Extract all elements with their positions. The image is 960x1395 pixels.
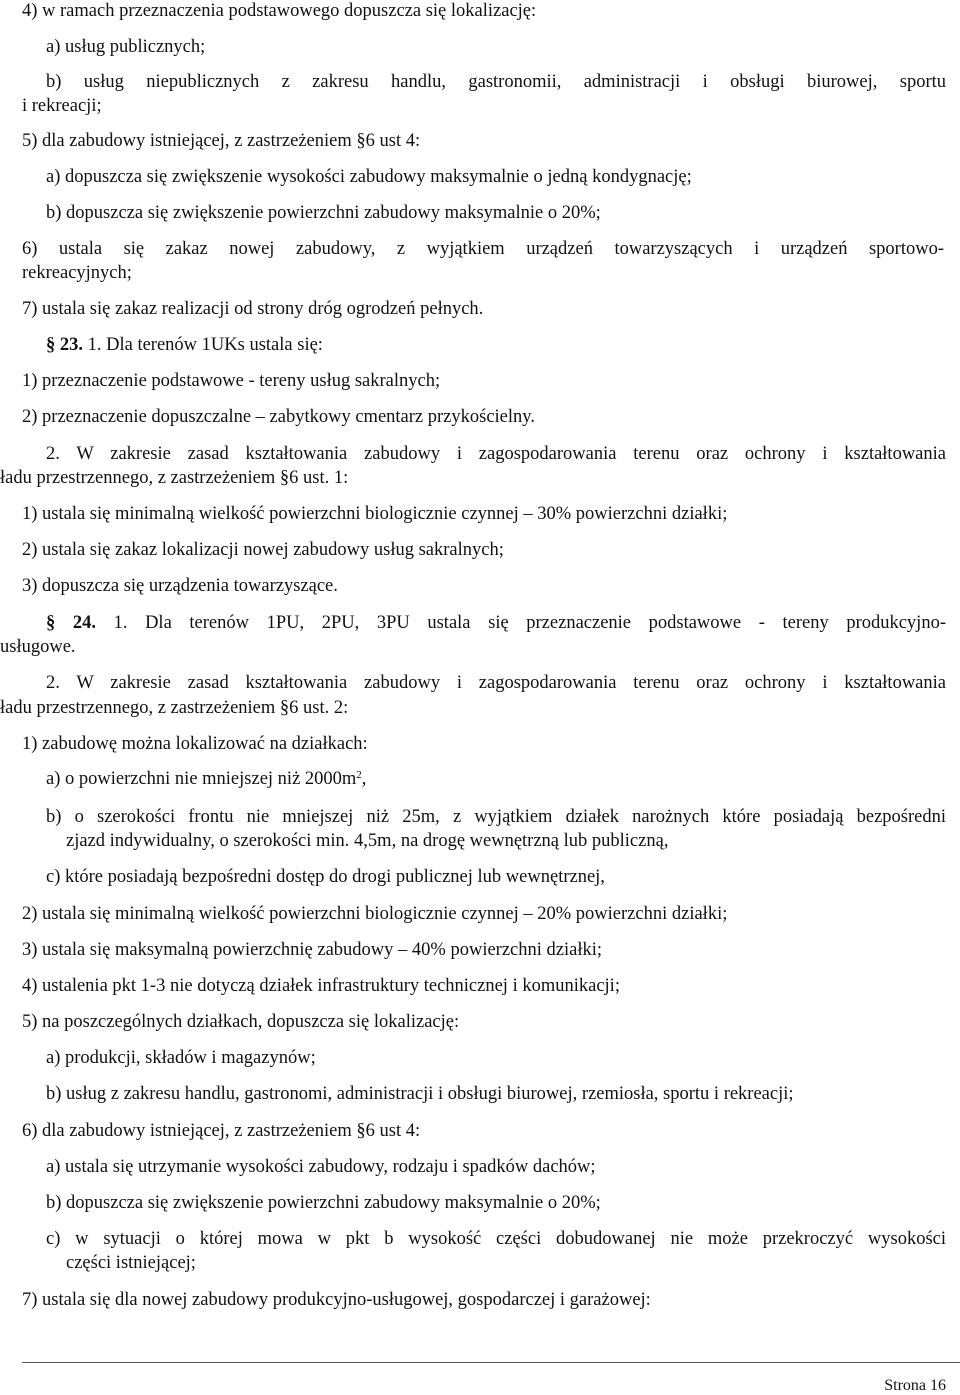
line-text: b) o szerokości frontu nie mniejszej niż 25m, z wyjątkiem działek narożnych które posiadają bezpośredni <box>46 807 946 827</box>
text-line <box>0 467 348 489</box>
text-line <box>46 36 205 58</box>
line-text: ładu przestrzennego, z zastrzeżeniem §6 ust. 2: <box>0 698 349 718</box>
page-number: Strona 16 <box>884 1377 946 1394</box>
line-text: części istniejącej; <box>66 1253 196 1273</box>
text-line <box>46 1228 946 1250</box>
text-line <box>22 262 132 284</box>
text-line <box>22 238 944 260</box>
text-line <box>22 130 420 152</box>
line-text: b) usług z zakresu handlu, gastronomi, administracji i obsługi biurowej, rzemiosła, sportu i rekreacji; <box>46 1084 794 1104</box>
line-text: 1) przeznaczenie podstawowe - tereny usług sakralnych; <box>22 371 441 391</box>
text-line <box>22 298 483 320</box>
text-line <box>22 733 368 755</box>
text-line <box>22 539 504 561</box>
text-line <box>66 1252 196 1274</box>
text-line <box>46 166 692 188</box>
line-text: 1. Dla terenów 1UKs ustala się: <box>83 335 323 355</box>
line-text: 7) ustala się zakaz realizacji od strony dróg ogrodzeń pełnych. <box>22 299 484 319</box>
line-text: 2) ustala się zakaz lokalizacji nowej zabudowy usług sakralnych; <box>22 540 504 560</box>
line-text: a) produkcji, składów i magazynów; <box>46 1048 316 1068</box>
line-text: 3) dopuszcza się urządzenia towarzyszące. <box>22 576 338 596</box>
text-line <box>46 672 946 694</box>
section-number: § 24. <box>46 613 96 633</box>
line-text: usługowe. <box>0 637 76 657</box>
superscript: 2 <box>356 769 362 781</box>
line-text: 2) przeznaczenie dopuszczalne – zabytkowy cmentarz przykościelny. <box>22 407 535 427</box>
line-text: 3) ustala się maksymalną powierzchnię zabudowy – 40% powierzchni działki; <box>22 940 602 960</box>
line-text: c) w sytuacji o której mowa w pkt b wysokość części dobudowanej nie może przekroczyć wysokości <box>46 1229 946 1249</box>
text-line <box>22 903 727 925</box>
text-line <box>22 1011 459 1033</box>
line-text: zjazd indywidualny, o szerokości min. 4,5m, na drogę wewnętrzną lub publiczną, <box>66 831 669 851</box>
line-text: 2. W zakresie zasad kształtowania zabudowy i zagospodarowania terenu oraz ochrony i kształtowania <box>46 673 946 693</box>
text-line <box>0 636 76 658</box>
text-line <box>22 95 102 117</box>
text-line <box>22 975 620 997</box>
line-text: ładu przestrzennego, z zastrzeżeniem §6 ust. 1: <box>0 468 349 488</box>
text-line <box>46 1083 794 1105</box>
line-text: 1. Dla terenów 1PU, 2PU, 3PU ustala się przeznaczenie podstawowe - tereny produkcyjno- <box>95 613 946 633</box>
line-text: 2) ustala się minimalną wielkość powierzchni biologicznie czynnej – 20% powierzchni działki; <box>22 904 728 924</box>
text-line <box>46 1192 601 1214</box>
line-text: 1) ustala się minimalną wielkość powierzchni biologicznie czynnej – 30% powierzchni działki; <box>22 504 728 524</box>
text-line <box>22 370 440 392</box>
text-line <box>46 334 323 356</box>
line-text: 6) dla zabudowy istniejącej, z zastrzeżeniem §6 ust 4: <box>22 1121 421 1141</box>
line-text: 7) ustala się dla nowej zabudowy produkcyjno-usługowej, gospodarczej i garażowej: <box>22 1290 651 1310</box>
line-text: rekreacyjnych; <box>22 263 132 283</box>
text-line <box>46 71 946 93</box>
text-line <box>46 612 946 634</box>
line-text: 1) zabudowę można lokalizować na działkach: <box>22 734 368 754</box>
line-text: a) usług publicznych; <box>46 37 206 57</box>
footer-rule <box>22 1362 960 1363</box>
text-line <box>46 768 366 790</box>
line-tail: , <box>361 769 367 789</box>
line-text: c) które posiadają bezpośredni dostęp do drogi publicznej lub wewnętrznej, <box>46 867 605 887</box>
line-text: b) dopuszcza się zwiększenie powierzchni zabudowy maksymalnie o 20%; <box>46 1193 601 1213</box>
text-line <box>46 443 946 465</box>
line-text: 4) ustalenia pkt 1-3 nie dotyczą działek infrastruktury technicznej i komunikacji; <box>22 976 620 996</box>
line-text: a) o powierzchni nie mniejszej niż 2000m <box>46 769 357 789</box>
text-line <box>22 406 535 428</box>
text-line <box>46 1156 596 1178</box>
line-text: b) usług niepublicznych z zakresu handlu, gastronomii, administracji i obsługi biurowej, sportu <box>46 72 946 92</box>
line-text: 5) dla zabudowy istniejącej, z zastrzeżeniem §6 ust 4: <box>22 131 421 151</box>
line-text: a) ustala się utrzymanie wysokości zabudowy, rodzaju i spadków dachów; <box>46 1157 596 1177</box>
text-line <box>22 1120 420 1142</box>
text-line <box>22 575 338 597</box>
text-line <box>22 503 727 525</box>
text-line <box>22 0 536 22</box>
text-line <box>0 697 348 719</box>
text-line <box>46 866 605 888</box>
line-text: a) dopuszcza się zwiększenie wysokości zabudowy maksymalnie o jedną kondygnację; <box>46 167 692 187</box>
line-text: 4) w ramach przeznaczenia podstawowego dopuszcza się lokalizację: <box>22 1 537 21</box>
line-text: i rekreacji; <box>22 96 102 116</box>
line-text: 6) ustala się zakaz nowej zabudowy, z wyjątkiem urządzeń towarzyszących i urządzeń sportowo- <box>22 239 944 259</box>
line-text: 2. W zakresie zasad kształtowania zabudowy i zagospodarowania terenu oraz ochrony i kształtowania <box>46 444 946 464</box>
section-number: § 23. <box>46 335 83 355</box>
text-line <box>22 939 602 961</box>
text-line <box>22 1289 651 1311</box>
text-line <box>46 1047 316 1069</box>
line-text: 5) na poszczególnych działkach, dopuszcza się lokalizację: <box>22 1012 460 1032</box>
line-text: b) dopuszcza się zwiększenie powierzchni zabudowy maksymalnie o 20%; <box>46 203 601 223</box>
text-line <box>46 806 946 828</box>
text-line <box>66 830 668 852</box>
text-line <box>46 202 601 224</box>
